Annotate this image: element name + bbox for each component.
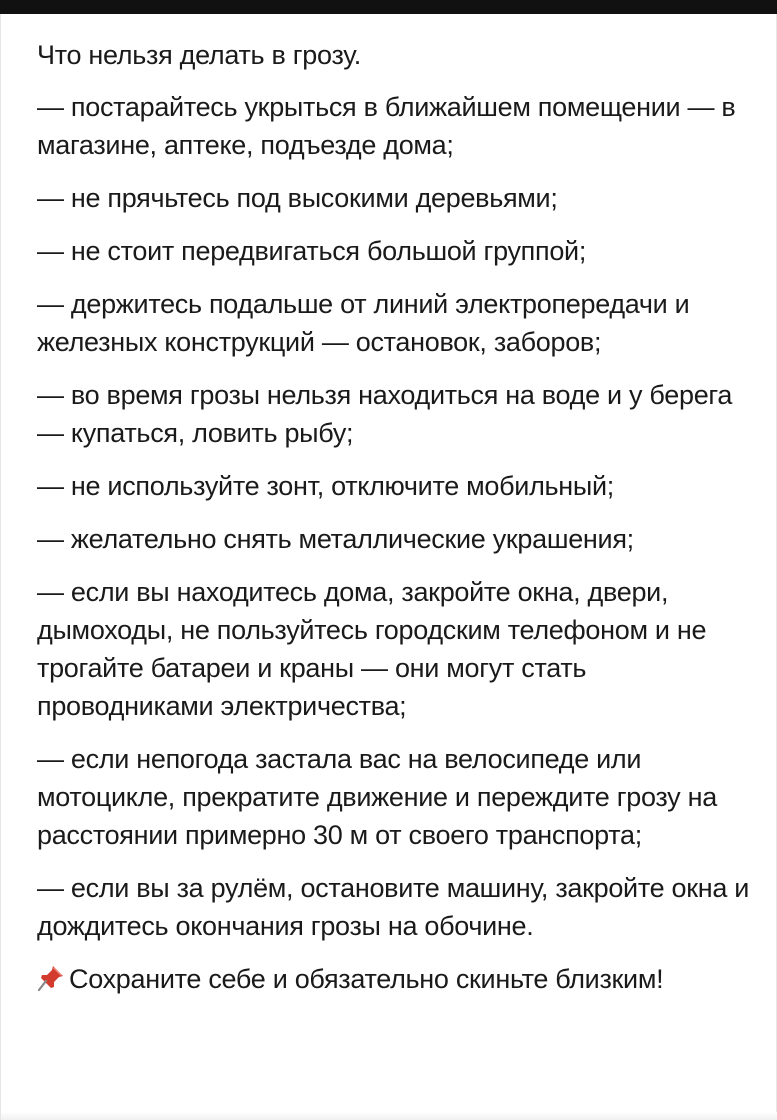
list-item: — желательно снять металлические украшения; [37,524,634,554]
pushpin-icon [37,964,65,992]
list-item: — постарайтесь укрыться в ближайшем помещении — в магазине, аптеке, подъезде дома; [37,92,736,160]
list-item: — держитесь подальше от линий электропередачи и железных конструкций — остановок, заборов; [37,289,690,357]
list-item: — если непогода застала вас на велосипеде или мотоцикле, прекратите движение и переждите грозу на расстоянии примерно 30 м от своего транспорта; [37,744,717,850]
list-item: — если вы за рулём, остановите машину, закройте окна и дождитесь окончания грозы на обочине. [37,873,750,941]
bottom-edge [1,1112,777,1120]
list-item: — не используйте зонт, отключите мобильный; [37,471,614,501]
list-item: — во время грозы нельзя находиться на воде и у берега — купаться, ловить рыбу; [37,380,733,448]
list-item: — если вы находитесь дома, закройте окна, двери, дымоходы, не пользуйтесь городским телефоном и не трогайте батареи и краны — они могут стать проводниками электричества; [37,577,707,721]
post-title: Что нельзя делать в грозу. [37,40,361,70]
post-footer [37,960,752,998]
post-text [37,36,752,1025]
list-item: — не стоит передвигаться большой группой; [37,236,587,266]
post-card [0,14,777,1120]
status-bar [0,0,777,14]
list-item: — не прячьтесь под высокими деревьями; [37,183,558,213]
footer-text: Сохраните себе и обязательно скиньте близким! [69,964,664,994]
